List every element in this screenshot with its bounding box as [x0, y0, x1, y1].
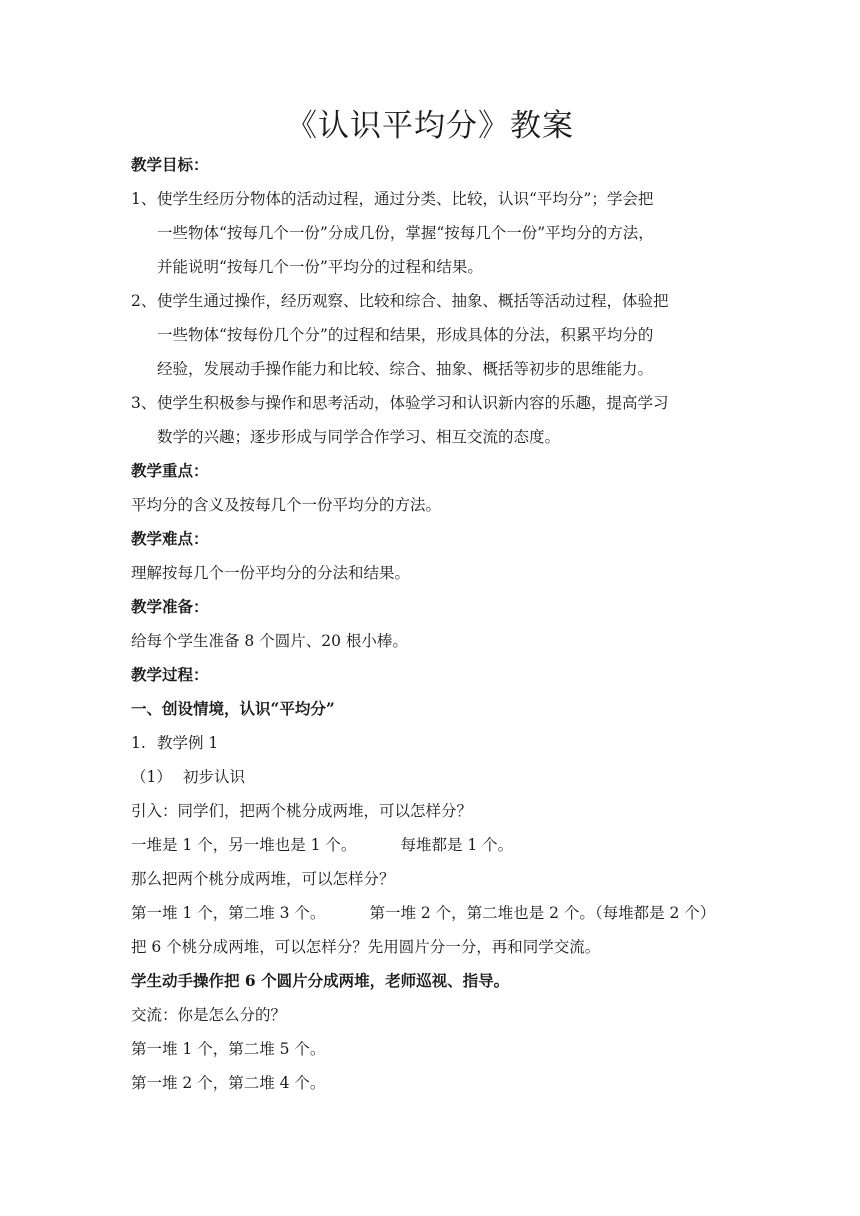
answer-1a: 一堆是 1 个，另一堆也是 1 个。 [131, 836, 357, 854]
key-point-text: 平均分的含义及按每几个一份平均分的方法。 [131, 496, 442, 514]
subsection-1-label: 初步认识 [183, 768, 246, 786]
objective-2-line-3: 经验，发展动手操作能力和比较、综合、抽象、概括等初步的思维能力。 [157, 360, 654, 378]
example-1-label: 教学例 1 [157, 734, 219, 752]
section-1-heading: 一、创设情境，认识“平均分” [131, 699, 335, 718]
subsection-1-number: （1） [131, 768, 172, 786]
difficulty-heading: 教学难点： [131, 529, 209, 548]
objective-2-text: 使学生通过操作，经历观察、比较和综合、抽象、概括等活动过程，体验把 [157, 292, 669, 310]
process-heading: 教学过程： [131, 665, 209, 684]
activity-instruction: 学生动手操作把 6 个圆片分成两堆，老师巡视、指导。 [131, 971, 510, 990]
preparation-heading: 教学准备： [131, 597, 209, 616]
preparation-text: 给每个学生准备 8 个圆片、20 根小棒。 [131, 632, 408, 650]
objective-3-number: 3、 [131, 394, 157, 412]
answer-pair-2 [131, 902, 741, 924]
answer-2b: 第一堆 2 个，第二堆也是 2 个。（每堆都是 2 个） [369, 904, 716, 922]
objective-1-text: 使学生经历分物体的活动过程，通过分类、比较，认识“平均分”；学会把 [157, 190, 654, 208]
answer-line-2: 第一堆 2 个，第二堆 4 个。 [131, 1074, 326, 1092]
document-title: 《认识平均分》教案 [286, 108, 574, 144]
objective-3-line-1 [131, 392, 741, 414]
objective-1-line-1 [131, 188, 741, 210]
example-1-line [131, 732, 741, 754]
objective-2-line-1 [131, 290, 741, 312]
key-point-heading: 教学重点： [131, 461, 209, 480]
answer-pair-1 [131, 834, 741, 856]
answer-line-1: 第一堆 1 个，第二堆 5 个。 [131, 1040, 326, 1058]
exchange-question: 交流：你是怎么分的？ [131, 1006, 287, 1024]
objective-3-line-2: 数学的兴趣；逐步形成与同学合作学习、相互交流的态度。 [157, 428, 561, 446]
objective-2-number: 2、 [131, 292, 157, 310]
subsection-1-line [131, 766, 741, 788]
example-1-number: 1. [131, 734, 146, 752]
intro-question: 引入：同学们，把两个桃分成两堆，可以怎样分？ [131, 802, 473, 820]
objective-1-number: 1、 [131, 190, 157, 208]
objective-2-line-2: 一些物体“按每份几个分”的过程和结果，形成具体的分法，积累平均分的 [157, 326, 654, 344]
objectives-heading: 教学目标： [131, 155, 209, 174]
answer-2a: 第一堆 1 个，第二堆 3 个。 [131, 904, 326, 922]
objective-1-line-2: 一些物体“按每几个一份”分成几份，掌握“按每几个一份”平均分的方法， [157, 224, 654, 242]
question-2: 那么把两个桃分成两堆，可以怎样分？ [131, 870, 395, 888]
question-3: 把 6 个桃分成两堆，可以怎样分？先用圆片分一分，再和同学交流。 [131, 938, 601, 956]
difficulty-text: 理解按每几个一份平均分的分法和结果。 [131, 564, 411, 582]
answer-1b: 每堆都是 1 个。 [400, 836, 514, 854]
objective-3-text: 使学生积极参与操作和思考活动，体验学习和认识新内容的乐趣，提高学习 [157, 394, 669, 412]
objective-1-line-3: 并能说明“按每几个一份”平均分的过程和结果。 [157, 258, 483, 276]
